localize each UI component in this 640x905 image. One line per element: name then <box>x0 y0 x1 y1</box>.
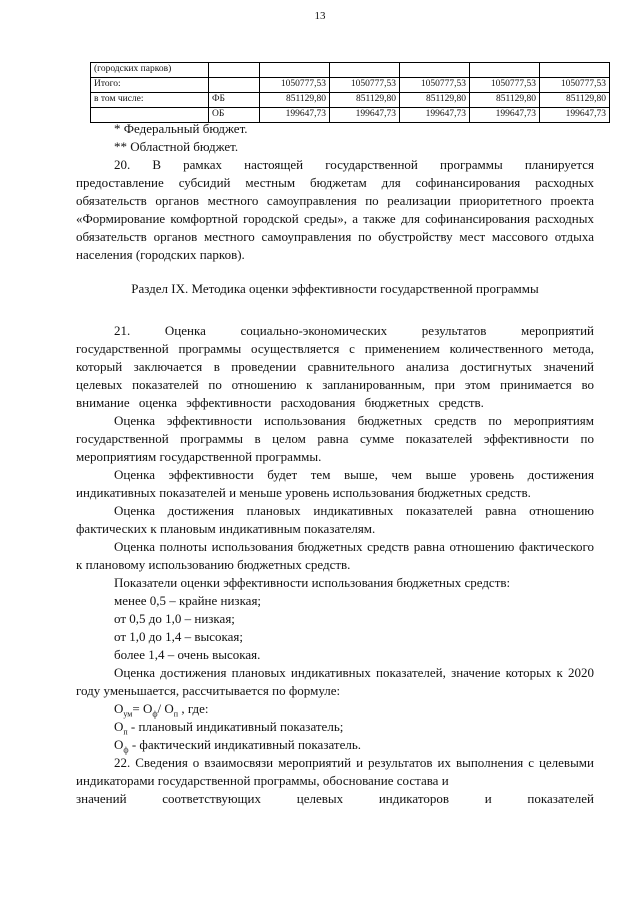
paragraph-achievement: Оценка достижения плановых индикативных показателей равна отношению фактических к плановым индикативным показателям. <box>76 503 594 536</box>
table-cell: 1050777,53 <box>330 78 400 93</box>
table-cell <box>209 78 260 93</box>
table-cell: 851129,80 <box>540 93 610 108</box>
table-cell: 199647,73 <box>260 108 330 123</box>
table-cell: 1050777,53 <box>470 78 540 93</box>
paragraph-completeness: Оценка полноты использования бюджетных средств равна отношению фактического к плановому использованию бюджетных средств. <box>76 539 594 572</box>
level-item: более 1,4 – очень высокая. <box>114 647 261 662</box>
paragraph-21: 21. Оценка социально-экономических результатов мероприятий государственной программы осуществляется с применением количественного метода, который заключается в проведении сравнительного анализа достигнутых значений целевых показателей по отношению к запланированным, при этом принимается во внимание оценка эффективности расходования бюджетных средств. <box>76 323 594 410</box>
level-item: от 0,5 до 1,0 – низкая; <box>114 611 235 626</box>
definition-planned: $О_п$ - плановый индикативный показатель; <box>114 719 344 737</box>
table-cell <box>400 63 470 78</box>
table-cell: ОБ <box>209 108 260 123</box>
paragraph-22: 22. Сведения о взаимосвязи мероприятий и результатов их выполнения с целевыми индикаторами государственной программы, обоснование состава и <box>76 755 594 788</box>
paragraph-indicators: Показатели оценки эффективности использования бюджетных средств: <box>114 575 511 590</box>
table-row <box>91 93 610 108</box>
table-cell: 199647,73 <box>330 108 400 123</box>
table-row <box>91 63 610 78</box>
table-cell: 199647,73 <box>470 108 540 123</box>
table-cell: Итого: <box>91 78 209 93</box>
table-cell <box>209 63 260 78</box>
table-cell <box>260 63 330 78</box>
footnote-regional: ** Областной бюджет. <box>114 139 239 154</box>
document-body <box>76 120 594 808</box>
table-cell <box>330 63 400 78</box>
table-row <box>91 78 610 93</box>
table-cell: ФБ <box>209 93 260 108</box>
table-cell <box>540 63 610 78</box>
page-number: 13 <box>314 10 326 22</box>
table-cell: (городских парков) <box>91 63 209 78</box>
table-cell: 851129,80 <box>330 93 400 108</box>
paragraph-decrease: Оценка достижения плановых индикативных показателей, значение которых к 2020 году уменьшается, рассчитывается по формуле: <box>76 665 594 698</box>
table-cell: 199647,73 <box>540 108 610 123</box>
paragraph-22-last-line: значений соответствующих целевых индикаторов и показателей <box>76 791 594 806</box>
definition-actual: $О_ф$ - фактический индикативный показатель. <box>114 737 362 755</box>
paragraph-efficiency: Оценка эффективности использования бюджетных средств по мероприятиям государственной программы в целом равна сумме показателей эффективности по мероприятиям государственной программы. <box>76 413 594 464</box>
level-item: менее 0,5 – крайне низкая; <box>114 593 262 608</box>
table-cell: 1050777,53 <box>260 78 330 93</box>
budget-table <box>90 62 610 123</box>
paragraph-20-body: предоставление субсидий местным бюджетам для софинансирования расходных обязательств органов местного самоуправления по реализации приоритетного проекта «Формирование комфортной городской среды», а также для софинансирования расходных обязательств органов местного самоуправления по обустройству мест массового отдыха населения (городских парков). <box>76 175 594 262</box>
formula: $О_{ум}= О_ф/$ $О_п$ , где: <box>114 701 209 719</box>
table-cell: 851129,80 <box>260 93 330 108</box>
table-cell <box>470 63 540 78</box>
table-cell: 851129,80 <box>400 93 470 108</box>
table-cell: 199647,73 <box>400 108 470 123</box>
paragraph-20-first-line: 20. В рамках настоящей государственной программы планируется <box>114 157 594 172</box>
level-item: от 1,0 до 1,4 – высокая; <box>114 629 243 644</box>
footnote-federal: * Федеральный бюджет. <box>114 121 248 136</box>
table-cell: 1050777,53 <box>540 78 610 93</box>
paragraph-higher: Оценка эффективности будет тем выше, чем выше уровень достижения индикативных показателей и меньше уровень использования бюджетных средств. <box>76 467 594 500</box>
table-cell: в том числе: <box>91 93 209 108</box>
section-title: Раздел IX. Методика оценки эффективности государственной программы <box>131 281 539 296</box>
table-cell: 1050777,53 <box>400 78 470 93</box>
table-cell: 851129,80 <box>470 93 540 108</box>
